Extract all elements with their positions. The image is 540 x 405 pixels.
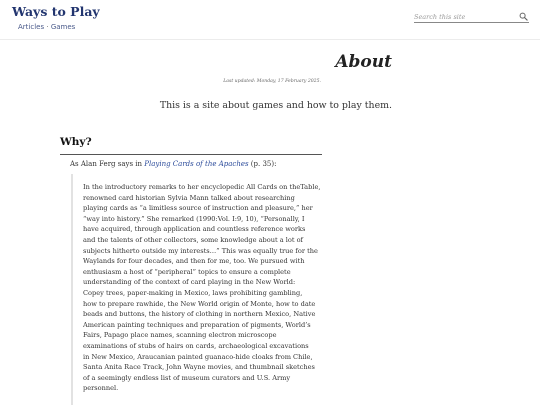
site-header [0,0,540,40]
quote-line: how to prepare rawhide, the New World origin of Monte, how to date [83,299,316,308]
quote-line: in New Mexico, Araucanian painted guanaco-hide cloaks from Chile, [83,352,313,361]
quote-line: Waylands for four decades, and then for me, too. We pursued with [83,257,305,266]
quote-line: “way into history.” She remarked (1990:Vol. I:9, 10), “Personally, I [83,214,305,223]
blockquote [71,174,327,405]
quote-line: playing cards as “a limitless source of instruction and pleasure,” her [83,204,313,213]
quote-line: renowned card historian Sylvia Mann talked about researching [83,193,295,202]
quote-line: examinations of stubs of hairs on cards, archaeological excavations [83,341,309,350]
quote-line: In the introductory remarks to her encyclopedic All Cards on theTable, [83,183,321,191]
quote-attribution [70,160,276,168]
quote-line: enthusiasm a host of “peripheral” topics to ensure a complete [83,267,291,276]
nav-link-games[interactable]: Games [50,23,76,31]
search-icon[interactable] [519,12,528,21]
page-title: About [335,52,392,72]
quote-line: of a seemingly endless list of museum curators and U.S. Army [83,373,291,382]
quote-line: Copey trees, paper-making in Mexico, laws prohibiting gambling, [83,288,303,297]
quote-line: American painting techniques and preparation of pigments, World’s [83,320,311,329]
quote-line: subjects hitherto outside my interests…” This was equally true for the [83,246,318,255]
nav-separator: · [46,23,49,31]
quote-line: beads and buttons, the history of clothing in northern Mexico, Native [83,310,316,319]
quote-line: and the talents of other collectors, some knowledge about a lot of [83,235,303,244]
section-heading-why: Why? [60,136,322,155]
quote-text [83,182,327,394]
intro-text: This is a site about games and how to play them. [159,100,392,111]
book-title-link[interactable]: Playing Cards of the Apaches [144,160,249,168]
search-input[interactable] [414,11,514,22]
quote-line: Fairs, Papago place names, scanning electron microscope [83,331,277,340]
quote-line: personnel. [83,384,119,393]
nav-link-articles[interactable]: Articles [18,23,45,31]
quote-line: Santa Anita Race Track, John Wayne movies, and thumbnail sketches [83,363,315,372]
attribution-prefix: As Alan Ferg says in [70,160,145,168]
last-updated-date: Last updated: Monday, 17 February 2025. [223,79,321,84]
search-box [414,11,529,23]
quote-line: have acquired, through application and countless reference works [83,225,306,234]
attribution-suffix: (p. 35): [248,160,277,168]
quote-line: understanding of the context of card playing in the New World: [83,278,296,287]
site-title-link[interactable]: Ways to Play [12,4,100,19]
main-nav [18,23,75,31]
